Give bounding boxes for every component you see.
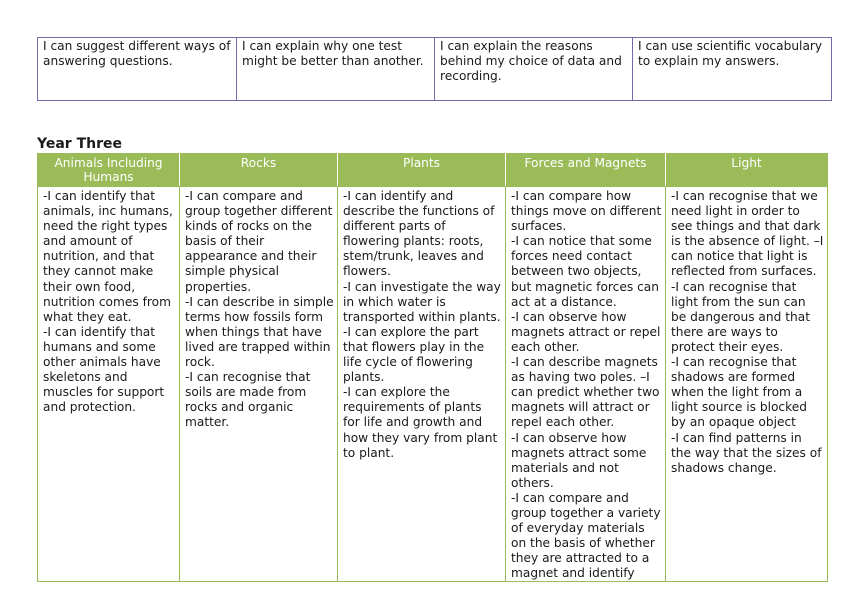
- skills-row: [38, 38, 832, 101]
- header-plants: Plants: [338, 154, 506, 187]
- objectives-row: [38, 187, 828, 582]
- cell-plants: -I can identify and describe the functions of different parts of flowering plants: roots, stem/trunk, leaves and flowers. -I can investigate the way in which water is transported within plants. -I can explore the part that flowers play in the life cycle of flowering plants. -I can explore the requirements of plants for life and growth and how they vary from plant to plant.: [338, 187, 506, 582]
- header-light: Light: [666, 154, 828, 187]
- header-row: [38, 154, 828, 187]
- cell-rocks: -I can compare and group together different kinds of rocks on the basis of their appearance and their simple physical properties. -I can describe in simple terms how fossils form when things that have lived are trapped within rock. -I can recognise that soils are made from rocks and organic matter.: [180, 187, 338, 582]
- header-forces-and-magnets: Forces and Magnets: [506, 154, 666, 187]
- skill-cell-suggest-ways: I can suggest different ways of answering questions.: [38, 38, 237, 101]
- header-animals-including-humans: Animals Including Humans: [38, 154, 180, 187]
- cell-forces-and-magnets: -I can compare how things move on different surfaces. -I can notice that some forces need contact between two objects, but magnetic forces can act at a distance. -I can observe how magnets attract or repel each other. -I can describe magnets as having two poles. –I can predict whether two magnets will attract or repel each other. -I can observe how magnets attract some materials and not others. -I can compare and group together a variety of everyday materials on the basis of whether they are attracted to a magnet and identify: [506, 187, 666, 582]
- skill-cell-explain-test: I can explain why one test might be better than another.: [237, 38, 435, 101]
- year-three-table: [37, 153, 828, 582]
- header-rocks: Rocks: [180, 154, 338, 187]
- year-three-heading: Year Three: [37, 136, 122, 152]
- skill-cell-explain-reasons: I can explain the reasons behind my choice of data and recording.: [435, 38, 633, 101]
- skill-cell-vocabulary: I can use scientific vocabulary to explain my answers.: [633, 38, 832, 101]
- skills-table: [37, 37, 832, 101]
- cell-animals-including-humans: -I can identify that animals, inc humans, need the right types and amount of nutrition, and that they cannot make their own food, nutrition comes from what they eat. -I can identify that humans and some other animals have skeletons and muscles for support and protection.: [38, 187, 180, 582]
- cell-light: -I can recognise that we need light in order to see things and that dark is the absence of light. –I can notice that light is reflected from surfaces. -I can recognise that light from the sun can be dangerous and that there are ways to protect their eyes. -I can recognise that shadows are formed when the light from a light source is blocked by an opaque object -I can find patterns in the way that the sizes of shadows change.: [666, 187, 828, 582]
